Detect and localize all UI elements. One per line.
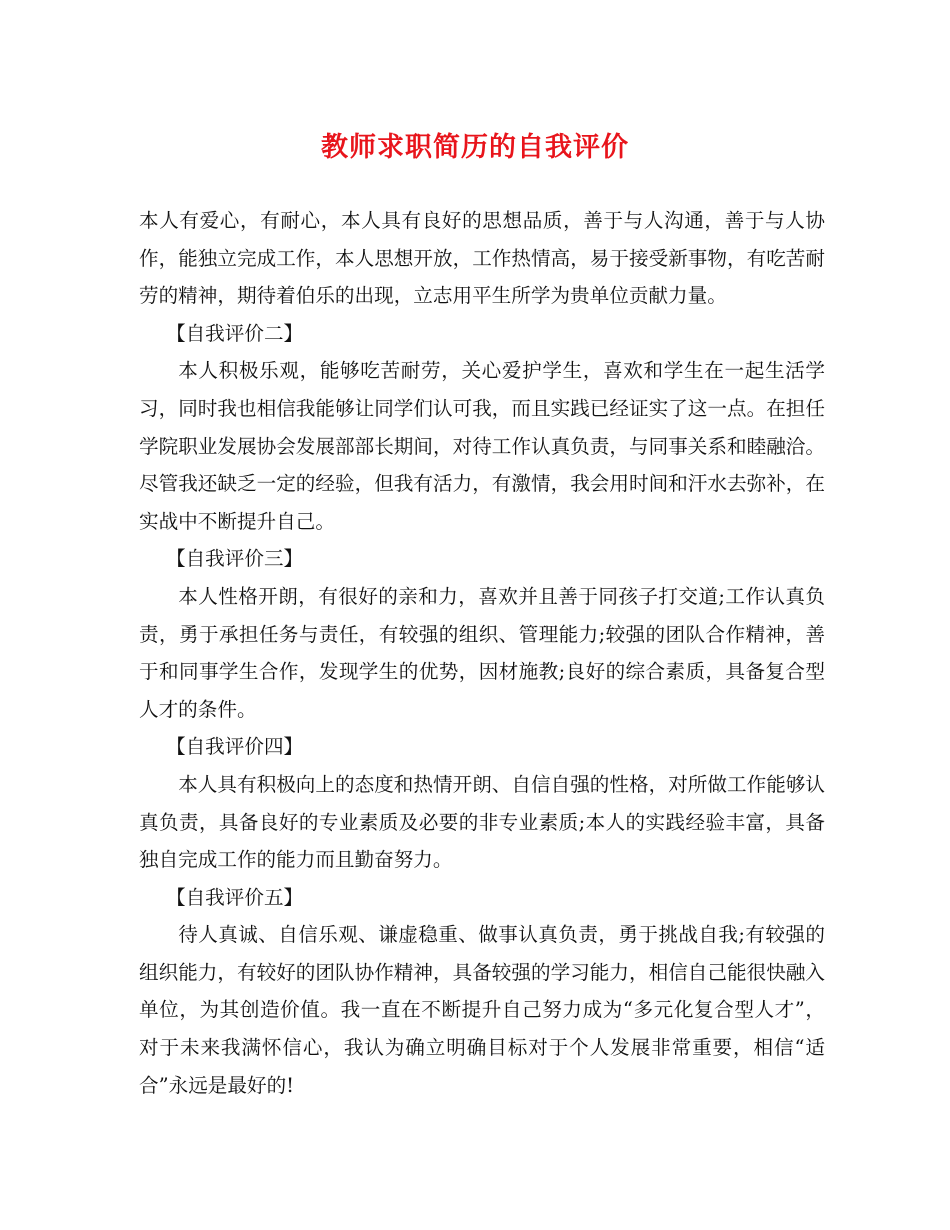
document-title: 教师求职简历的自我评价 (321, 132, 629, 163)
section-heading-5: 【自我评价五】 (166, 885, 304, 909)
section-body-5: 待人真诚、自信乐观、谦虚稳重、做事认真负责，勇于挑战自我;有较强的组织能力，有较好的团队协作精神，具备较强的学习能力，相信自己能很快融入单位，为其创造价值。我一直在不断提升自己努力成为“多元化复合型人才”，对于未来我满怀信心，我认为确立明确目标对于个人发展非常重要，相信“适合”永远是最好的! (139, 923, 825, 1097)
document-body (139, 202, 825, 1104)
section-heading-2: 【自我评价二】 (166, 321, 304, 345)
section-heading-3: 【自我评价三】 (166, 547, 304, 571)
section-body-2: 本人积极乐观，能够吃苦耐劳，关心爱护学生，喜欢和学生在一起生活学习，同时我也相信我能够让同学们认可我，而且实践已经证实了这一点。在担任学院职业发展协会发展部部长期间，对待工作认真负责，与同事关系和睦融洽。尽管我还缺乏一定的经验，但我有活力，有激情，我会用时间和汗水去弥补，在实战中不断提升自己。 (139, 359, 825, 533)
section-body-3: 本人性格开朗，有很好的亲和力，喜欢并且善于同孩子打交道;工作认真负责，勇于承担任务与责任，有较强的组织、管理能力;较强的团队合作精神，善于和同事学生合作，发现学生的优势，因材施教;良好的综合素质，具备复合型人才的条件。 (139, 584, 825, 721)
section-body-4: 本人具有积极向上的态度和热情开朗、自信自强的性格，对所做工作能够认真负责，具备良好的专业素质及必要的非专业素质;本人的实践经验丰富，具备独自完成工作的能力而且勤奋努力。 (139, 772, 825, 872)
intro-paragraph: 本人有爱心，有耐心，本人具有良好的思想品质，善于与人沟通，善于与人协作，能独立完成工作，本人思想开放，工作热情高，易于接受新事物，有吃苦耐劳的精神，期待着伯乐的出现，立志用平生所学为贵单位贡献力量。 (139, 209, 825, 308)
section-heading-4: 【自我评价四】 (166, 735, 304, 759)
